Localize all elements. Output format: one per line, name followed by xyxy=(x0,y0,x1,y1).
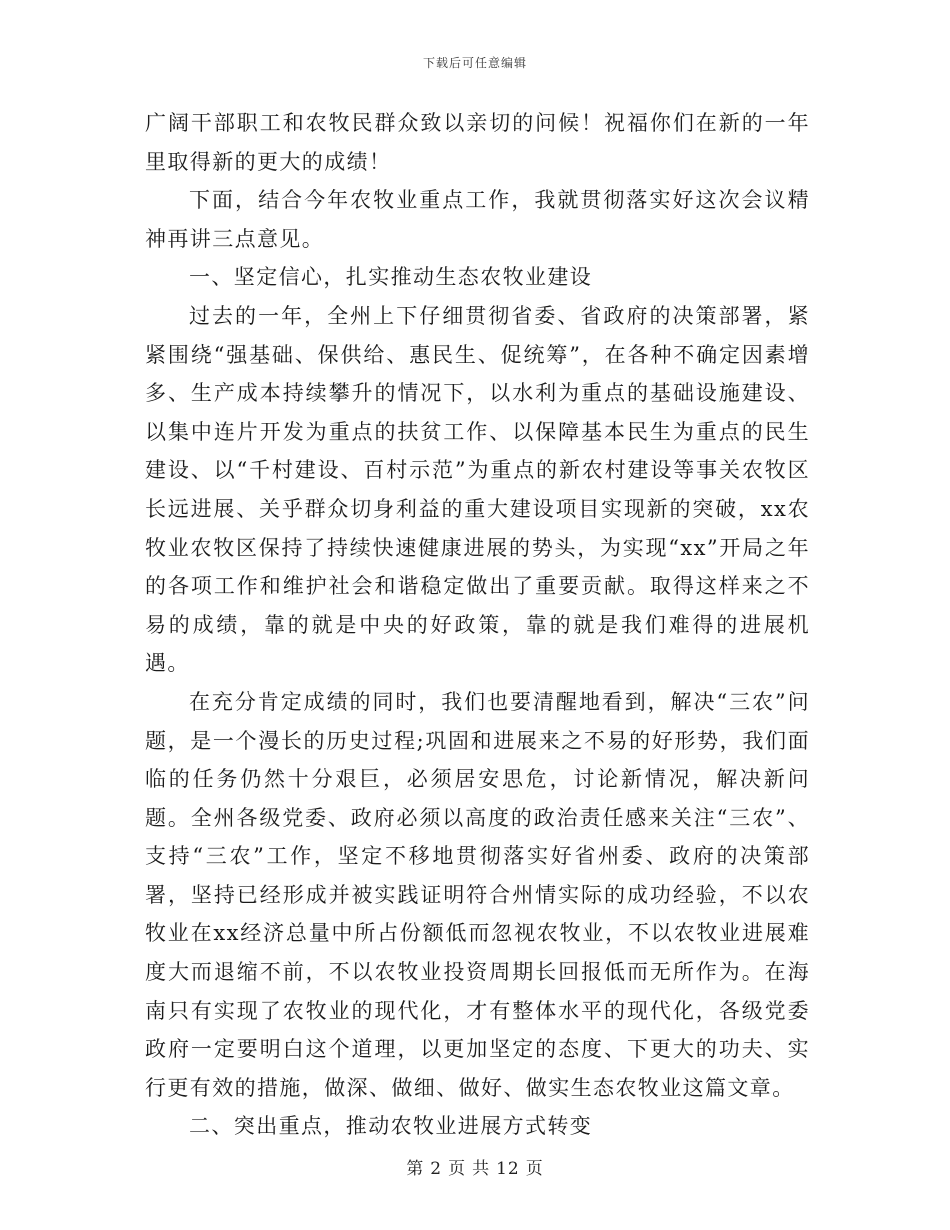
page-unit-label: 页 xyxy=(448,1159,467,1179)
page-number-footer xyxy=(0,1154,950,1179)
paragraph-intro: 下面，结合今年农牧业重点工作，我就贯彻落实好这次会议精神再讲三点意见。 xyxy=(145,188,810,251)
section-heading-1: 一、坚定信心，扎实推动生态农牧业建设 xyxy=(189,265,593,290)
page-header-note: 下载后可任意编辑 xyxy=(422,56,527,70)
total-label: 共 xyxy=(472,1159,491,1179)
page-label: 第 xyxy=(406,1159,425,1179)
paragraph-greeting: 广阔干部职工和农牧民群众致以亲切的问候！祝福你们在新的一年里取得新的更大的成绩！ xyxy=(145,111,810,174)
document-body xyxy=(145,104,810,1146)
section-heading-2: 二、突出重点，推动农牧业进展方式转变 xyxy=(189,1114,593,1139)
current-page-number: 2 xyxy=(430,1159,443,1179)
paragraph-past-year: 过去的一年，全州上下仔细贯彻省委、省政府的决策部署，紧紧围绕“强基础、保供给、惠民生、促统筹”，在各种不确定因素增多、生产成本持续攀升的情况下，以水利为重点的基础设施建设、以集中连片开发为重点的扶贫工作、以保障基本民生为重点的民生建设、以“千村建设、百村示范”为重点的新农村建设等事关农牧区长远进展、关乎群众切身利益的重大建设项目实现新的突破，xx农牧业农牧区保持了持续快速健康进展的势头，为实现“xx”开局之年的各项工作和维护社会和谐稳定做出了重要贡献。取得这样来之不易的成绩，靠的就是中央的好政策，靠的就是我们难得的进展机遇。 xyxy=(145,303,810,676)
total-pages-number: 12 xyxy=(496,1159,520,1179)
page-unit-label-end: 页 xyxy=(525,1159,544,1179)
paragraph-challenges: 在充分肯定成绩的同时，我们也要清醒地看到，解决“三农”问题，是一个漫长的历史过程;巩固和进展来之不易的好形势，我们面临的任务仍然十分艰巨，必须居安思危，讨论新情况，解决新问题。全州各级党委、政府必须以高度的政治责任感来关注“三农”、支持“三农”工作，坚定不移地贯彻落实好省州委、政府的决策部署，坚持已经形成并被实践证明符合州情实际的成功经验，不以农牧业在xx经济总量中所占份额低而忽视农牧业，不以农牧业进展难度大而退缩不前，不以农牧业投资周期长回报低而无所作为。在海南只有实现了农牧业的现代化，才有整体水平的现代化，各级党委政府一定要明白这个道理，以更加坚定的态度、下更大的功夫、实行更有效的措施，做深、做细、做好、做实生态农牧业这篇文章。 xyxy=(145,689,810,1100)
